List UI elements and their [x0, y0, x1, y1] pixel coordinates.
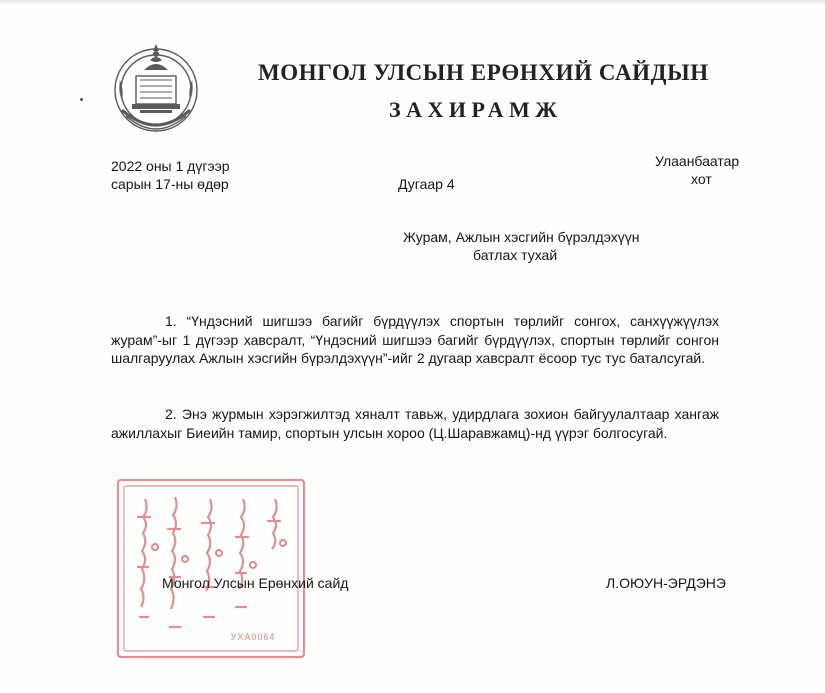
subject-line-2: батлах тухай: [473, 247, 558, 263]
signatory-position: Монгол Улсын Ерөнхий сайд: [162, 575, 349, 591]
subject-line-1: Журам, Ажлын хэсгийн бүрэлдэхүүн: [403, 229, 640, 245]
document-title: МОНГОЛ УЛСЫН ЕРӨНХИЙ САЙДЫН: [258, 60, 709, 85]
body-paragraph-1: 1. “Үндэсний шигшээ багийг бүрдүүлэх спортын төрлийг сонгох, санхүүжүүлэх журам”-ыг 1 дүгээр хавсралт, “Үндэсний шигшээ багийг бүрдүүлэх, спортын төрлийг сонгон шалгаруулах Ажлын хэсгийн бүрэлдэхүүн”-ийг 2 дугаар хавсралт ёсоор тус тус баталсугай.: [111, 313, 719, 367]
document-type: ЗАХИРАМЖ: [389, 97, 563, 122]
city-line-2: хот: [691, 171, 712, 187]
date-line-2: сарын 17-ны өдөр: [111, 176, 229, 192]
signatory-name: Л.ОЮУН-ЭРДЭНЭ: [606, 575, 726, 591]
scan-edge: [0, 0, 825, 6]
body-paragraph-2: 2. Энэ журмын хэрэгжилтэд хяналт тавьж, удирдлага зохион байгуулалтаар хангаж ажиллахыг Биеийн тамир, спортын улсын хороо (Ц.Шаравжамц)-нд үүрэг болгосугай.: [111, 406, 719, 441]
document-number: Дугаар 4: [398, 176, 455, 192]
seal-label: УХА0064: [230, 632, 276, 642]
date-line-1: 2022 оны 1 дүгээр: [111, 158, 230, 174]
state-emblem-icon: [110, 40, 202, 140]
city-line-1: Улаанбаатар: [655, 153, 740, 169]
official-seal-stamp: [115, 477, 307, 660]
scan-speck: [80, 98, 83, 101]
